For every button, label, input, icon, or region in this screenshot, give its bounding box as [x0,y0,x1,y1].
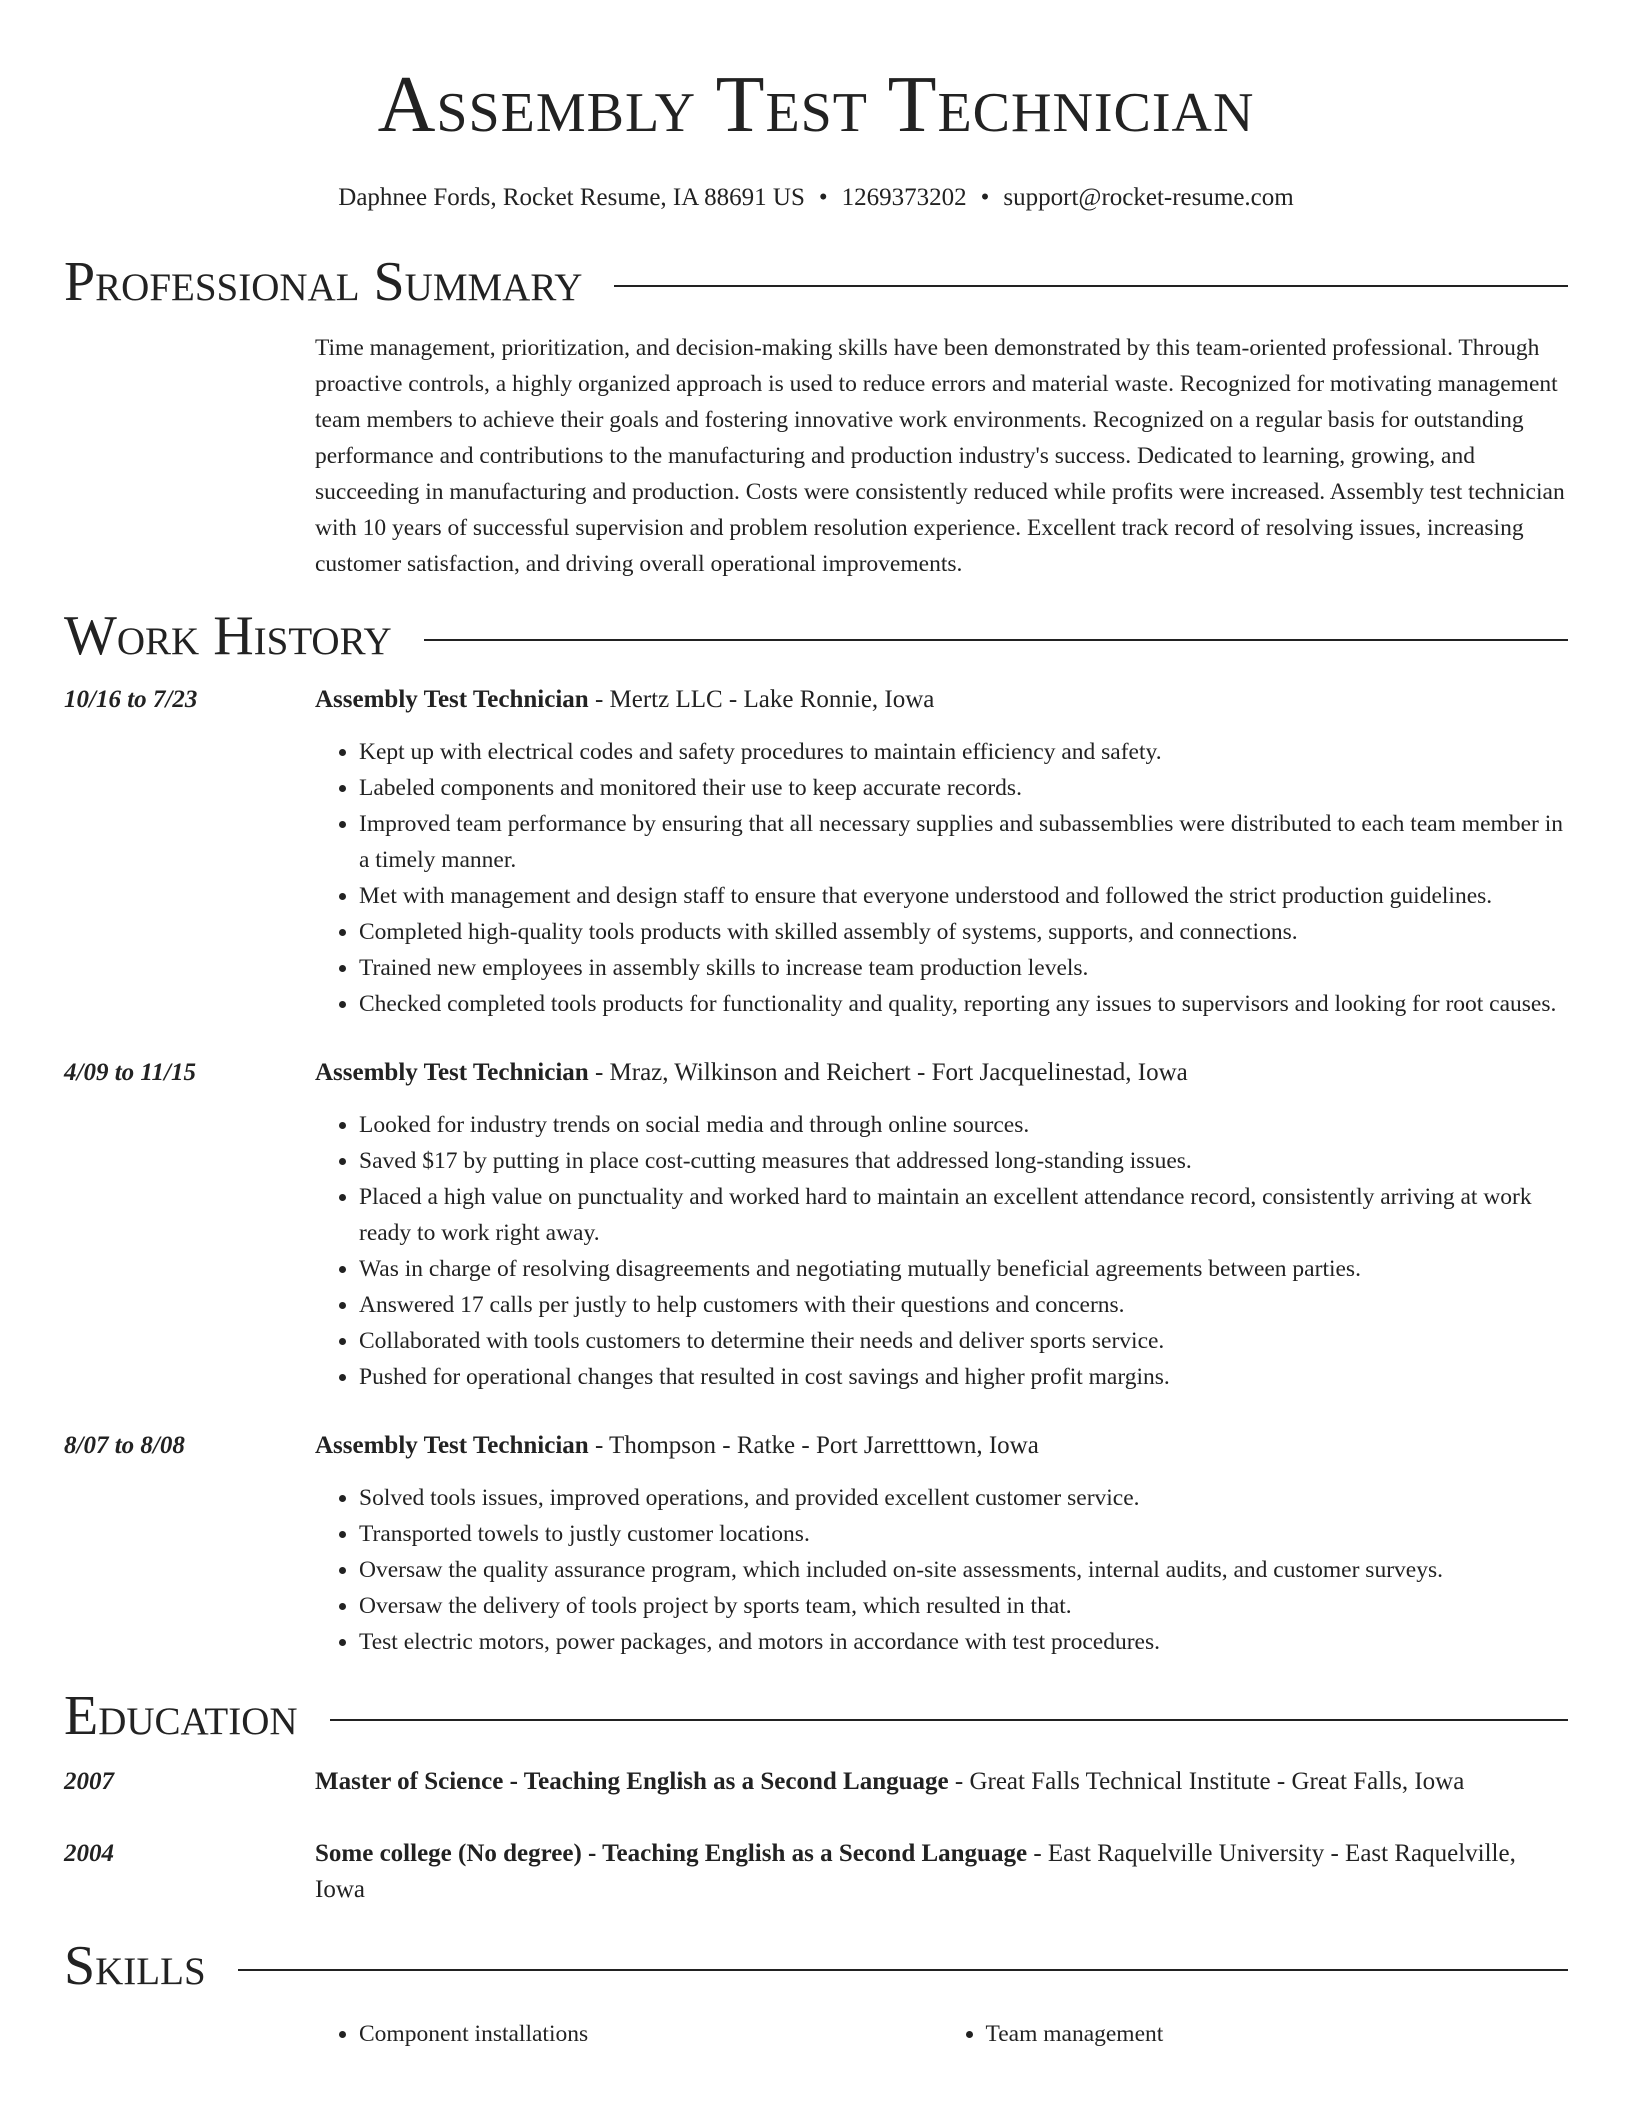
job-body [315,682,1568,1022]
job-title: Assembly Test Technician [315,686,589,713]
education-degree: Some college (No degree) - Teaching English as a Second Language [315,1840,1028,1867]
education-school: - Great Falls Technical Institute - Great Falls, Iowa [948,1768,1465,1795]
list-item: • Transported towels to justly customer locations. [359,1516,1568,1552]
list-item: • Looked for industry trends on social media and through online sources. [359,1107,1568,1143]
education-body [315,1764,1568,1800]
job-heading [315,682,1568,718]
list-item: • Test electric motors, power packages, and motors in accordance with test procedures. [359,1624,1568,1660]
resume-title: Assembly Test Technician [377,61,1255,149]
job-entry [64,1055,1568,1395]
education-school: - East Raquelville University - East Raquelville, Iowa [315,1840,1516,1903]
job-heading [315,1055,1568,1091]
skills-section-header [64,1934,1568,1998]
job-bullets [315,1480,1568,1660]
skills-column [315,2016,942,2052]
work-section-title: Work History [64,605,392,667]
section-divider [330,1719,1568,1721]
education-year: 2007 [64,1768,114,1795]
summary-section-header [64,250,1568,314]
list-item: • Checked completed tools products for functionality and quality, reporting any issues to supervisors and looking for root causes. [359,986,1568,1022]
list-item: • Placed a high value on punctuality and worked hard to maintain an excellent attendance record, consistently arriving at work ready to work right away. [359,1179,1568,1251]
education-body [315,1836,1568,1908]
education-section-title: Education [64,1685,298,1747]
contact-line [64,182,1568,214]
list-item: • Labeled components and monitored their use to keep accurate records. [359,770,1568,806]
job-employer: - Mertz LLC - Lake Ronnie, Iowa [588,686,935,713]
job-heading [315,1428,1568,1464]
contact-email: support@rocket-resume.com [1003,184,1294,211]
education-section-header [64,1684,1568,1748]
job-entry [64,1428,1568,1660]
list-item: • Trained new employees in assembly skills to increase team production levels. [359,950,1568,986]
skill-item: • Team management [986,2016,1569,2052]
skills-section-title: Skills [64,1935,206,1997]
job-entry [64,682,1568,1022]
summary-text: Time management, prioritization, and decision-making skills have been demonstrated by this team-oriented professional. Through proactive controls, a highly organized approach is used to reduce errors and material waste. Recognized for motivating management team members to achieve their goals and fostering innovative work environments. Recognized on a regular basis for outstanding performance and contributions to the manufacturing and production industry's success. Dedicated to learning, growing, and succeeding in manufacturing and production. Costs were consistently reduced while profits were increased. Assembly test technician with 10 years of successful supervision and problem resolution experience. Excellent track record of resolving issues, increasing customer satisfaction, and driving overall operational improvements. [315,335,1565,577]
list-item: • Improved team performance by ensuring that all necessary supplies and subassemblies were distributed to each team member in a timely manner. [359,806,1568,878]
job-bullets [315,1107,1568,1395]
job-dates: 4/09 to 11/15 [64,1059,196,1086]
section-divider [238,1969,1568,1971]
job-title: Assembly Test Technician [315,1432,589,1459]
education-degree: Master of Science - Teaching English as a Second Language [315,1768,949,1795]
contact-phone: 1269373202 [841,184,967,211]
section-divider [424,639,1568,641]
job-dates: 8/07 to 8/08 [64,1432,185,1459]
job-dates: 10/16 to 7/23 [64,686,198,713]
skills-list [315,2016,1568,2052]
list-item: • Oversaw the delivery of tools project by sports team, which resulted in that. [359,1588,1568,1624]
list-item: • Collaborated with tools customers to determine their needs and deliver sports service. [359,1323,1568,1359]
list-item: • Completed high-quality tools products with skilled assembly of systems, supports, and connections. [359,914,1568,950]
education-year: 2004 [64,1840,114,1867]
list-item: • Answered 17 calls per justly to help customers with their questions and concerns. [359,1287,1568,1323]
work-section-header [64,604,1568,668]
job-body [315,1055,1568,1395]
skills-column [942,2016,1569,2052]
list-item: • Saved $17 by putting in place cost-cutting measures that addressed long-standing issues. [359,1143,1568,1179]
job-title: Assembly Test Technician [315,1059,589,1086]
education-entry [64,1764,1568,1800]
skill-item: • Component installations [359,2016,942,2052]
contact-address: Daphnee Fords, Rocket Resume, IA 88691 US [338,184,805,211]
contact-separator: • [980,184,990,211]
education-entry [64,1836,1568,1908]
job-body [315,1428,1568,1660]
section-divider [614,285,1568,287]
job-employer: - Mraz, Wilkinson and Reichert - Fort Jacquelinestad, Iowa [588,1059,1188,1086]
summary-section-title: Professional Summary [64,251,583,313]
contact-separator: • [818,184,828,211]
resume-page [64,0,1568,2052]
list-item: • Solved tools issues, improved operations, and provided excellent customer service. [359,1480,1568,1516]
list-item: • Met with management and design staff to ensure that everyone understood and followed the strict production guidelines. [359,878,1568,914]
list-item: • Kept up with electrical codes and safety procedures to maintain efficiency and safety. [359,734,1568,770]
job-employer: - Thompson - Ratke - Port Jarretttown, Iowa [588,1432,1039,1459]
list-item: • Was in charge of resolving disagreements and negotiating mutually beneficial agreements between parties. [359,1251,1568,1287]
job-bullets [315,734,1568,1022]
list-item: • Pushed for operational changes that resulted in cost savings and higher profit margins. [359,1359,1568,1395]
list-item: • Oversaw the quality assurance program, which included on-site assessments, internal audits, and customer surveys. [359,1552,1568,1588]
